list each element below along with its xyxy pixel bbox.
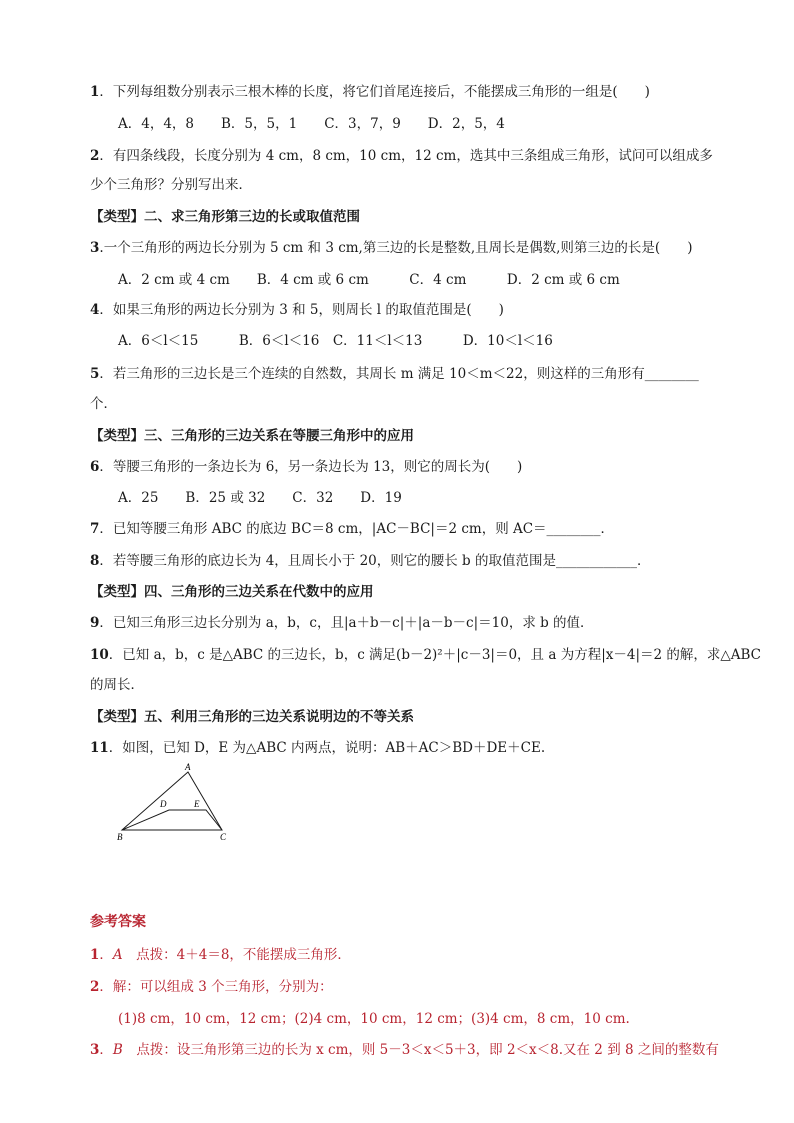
question-number: 5 [90,366,100,382]
question-text: ．若等腰三角形的底边长为 4，且周长小于 20，则它的腰长 b 的取值范围是____________． [99,553,651,569]
question-text: ．已知等腰三角形 ABC 的底边 BC＝8 cm，|AC－BC|＝2 cm，则 AC＝________． [99,521,615,537]
question-number: 3 [90,240,100,256]
question-number: 7 [90,521,100,537]
section-heading-3: 【类型】三、三角形的三边关系在等腰三角形中的应用 [90,428,414,444]
question-number: 6 [90,459,100,475]
answer-1: 1．A 点拨：4＋4＝8，不能摆成三角形． [90,947,351,963]
question-5-line-1 [90,364,699,384]
question-number: 11 [90,740,109,756]
label-d: D [160,799,167,809]
answer-number: 3 [90,1042,100,1058]
question-4 [90,300,504,320]
question-4-options: A．6＜l＜15 B．6＜l＜16 C．11＜l＜13 D．10＜l＜16 [118,333,553,349]
question-8 [90,551,650,571]
triangle-diagram [112,760,242,850]
question-2-line-2: 少个三角形？分别写出来． [90,177,252,193]
answer-2 [90,977,333,997]
question-text: ．等腰三角形的一条边长为 6，另一条边长为 13，则它的周长为( ) [99,459,523,475]
label-c: C [220,832,227,842]
section-heading-2: 【类型】二、求三角形第三边的长或取值范围 [90,209,360,225]
question-text: ．如果三角形的两边长分别为 3 和 5，则周长 l 的取值范围是( ) [99,302,504,318]
question-9 [90,613,594,633]
triangle-abc [122,772,222,830]
answer-2-detail: (1)8 cm，10 cm，12 cm；(2)4 cm，10 cm，12 cm；(3)4 cm，8 cm，10 cm. [118,1011,630,1027]
question-text: ．下列每组数分别表示三根木棒的长度，将它们首尾连接后，不能摆成三角形的一组是( ) [99,84,650,100]
question-2-line-1 [90,146,713,166]
question-text: .一个三角形的两边长分别为 5 cm 和 3 cm,第三边的长是整数,且周长是偶数,则第三边的长是( ) [99,240,693,256]
question-number: 10 [90,647,109,663]
answers-title: 参考答案 [90,914,146,930]
question-10-line-1 [90,645,761,665]
question-1-options: A．4，4，8 B．5，5，1 C．3，7，9 D．2，5，4 [118,116,505,132]
question-text: ．若三角形的三边长是三个连续的自然数，其周长 m 满足 10＜m＜22，则这样的三角形有________ [99,366,699,382]
answer-number: 2 [90,979,100,995]
label-a: A [185,762,191,772]
question-text: ．有四条线段，长度分别为 4 cm，8 cm，10 cm，12 cm，选其中三条组成三角形，试问可以组成多 [99,148,713,164]
question-5-line-2: 个． [90,396,117,412]
question-text: ．已知 a，b，c 是△ABC 的三边长，b，c 满足(b－2)²＋|c－3|＝0，且 a 为方程|x－4|＝2 的解，求△ABC [108,647,762,663]
question-3-options: A．2 cm 或 4 cm B．4 cm 或 6 cm C．4 cm D．2 cm 或 6 cm [118,272,620,288]
question-text: ．如图，已知 D，E 为△ABC 内两点，说明：AB＋AC＞BD＋DE＋CE. [108,740,546,756]
question-11 [90,738,545,758]
answer-choice: B [112,1042,123,1058]
triangle-figure [112,760,242,850]
question-7 [90,519,614,539]
question-number: 4 [90,302,100,318]
question-number: 1 [90,84,100,100]
answer-text: 点拨：4＋4＝8，不能摆成三角形． [122,947,351,963]
question-1 [90,82,650,102]
answer-choice: A [112,947,123,963]
question-6 [90,457,522,477]
question-6-options: A．25 B．25 或 32 C．32 D．19 [118,490,402,506]
question-number: 2 [90,148,100,164]
question-10-line-2: 的周长． [90,677,144,693]
question-3 [90,238,692,258]
question-number: 9 [90,615,100,631]
question-text: ．已知三角形三边长分别为 a，b，c，且|a＋b－c|＋|a－b－c|＝10，求 b 的值． [99,615,594,631]
answer-text: 点拨：设三角形第三边的长为 x cm，则 5－3＜x＜5＋3，即 2＜x＜8.又在 2 到 8 之间的整数有 [122,1042,719,1058]
question-number: 8 [90,553,100,569]
answer-text: ．解：可以组成 3 个三角形，分别为： [99,979,333,995]
section-heading-4: 【类型】四、三角形的三边关系在代数中的应用 [90,584,374,600]
label-e: E [194,799,200,809]
answer-3: 3．B 点拨：设三角形第三边的长为 x cm，则 5－3＜x＜5＋3，即 2＜x＜8.又在 2 到 8 之间的整数有 [90,1042,719,1058]
label-b: B [117,832,123,842]
section-heading-5: 【类型】五、利用三角形的三边关系说明边的不等关系 [90,709,414,725]
answer-number: 1 [90,947,100,963]
path-bdec [122,810,222,830]
